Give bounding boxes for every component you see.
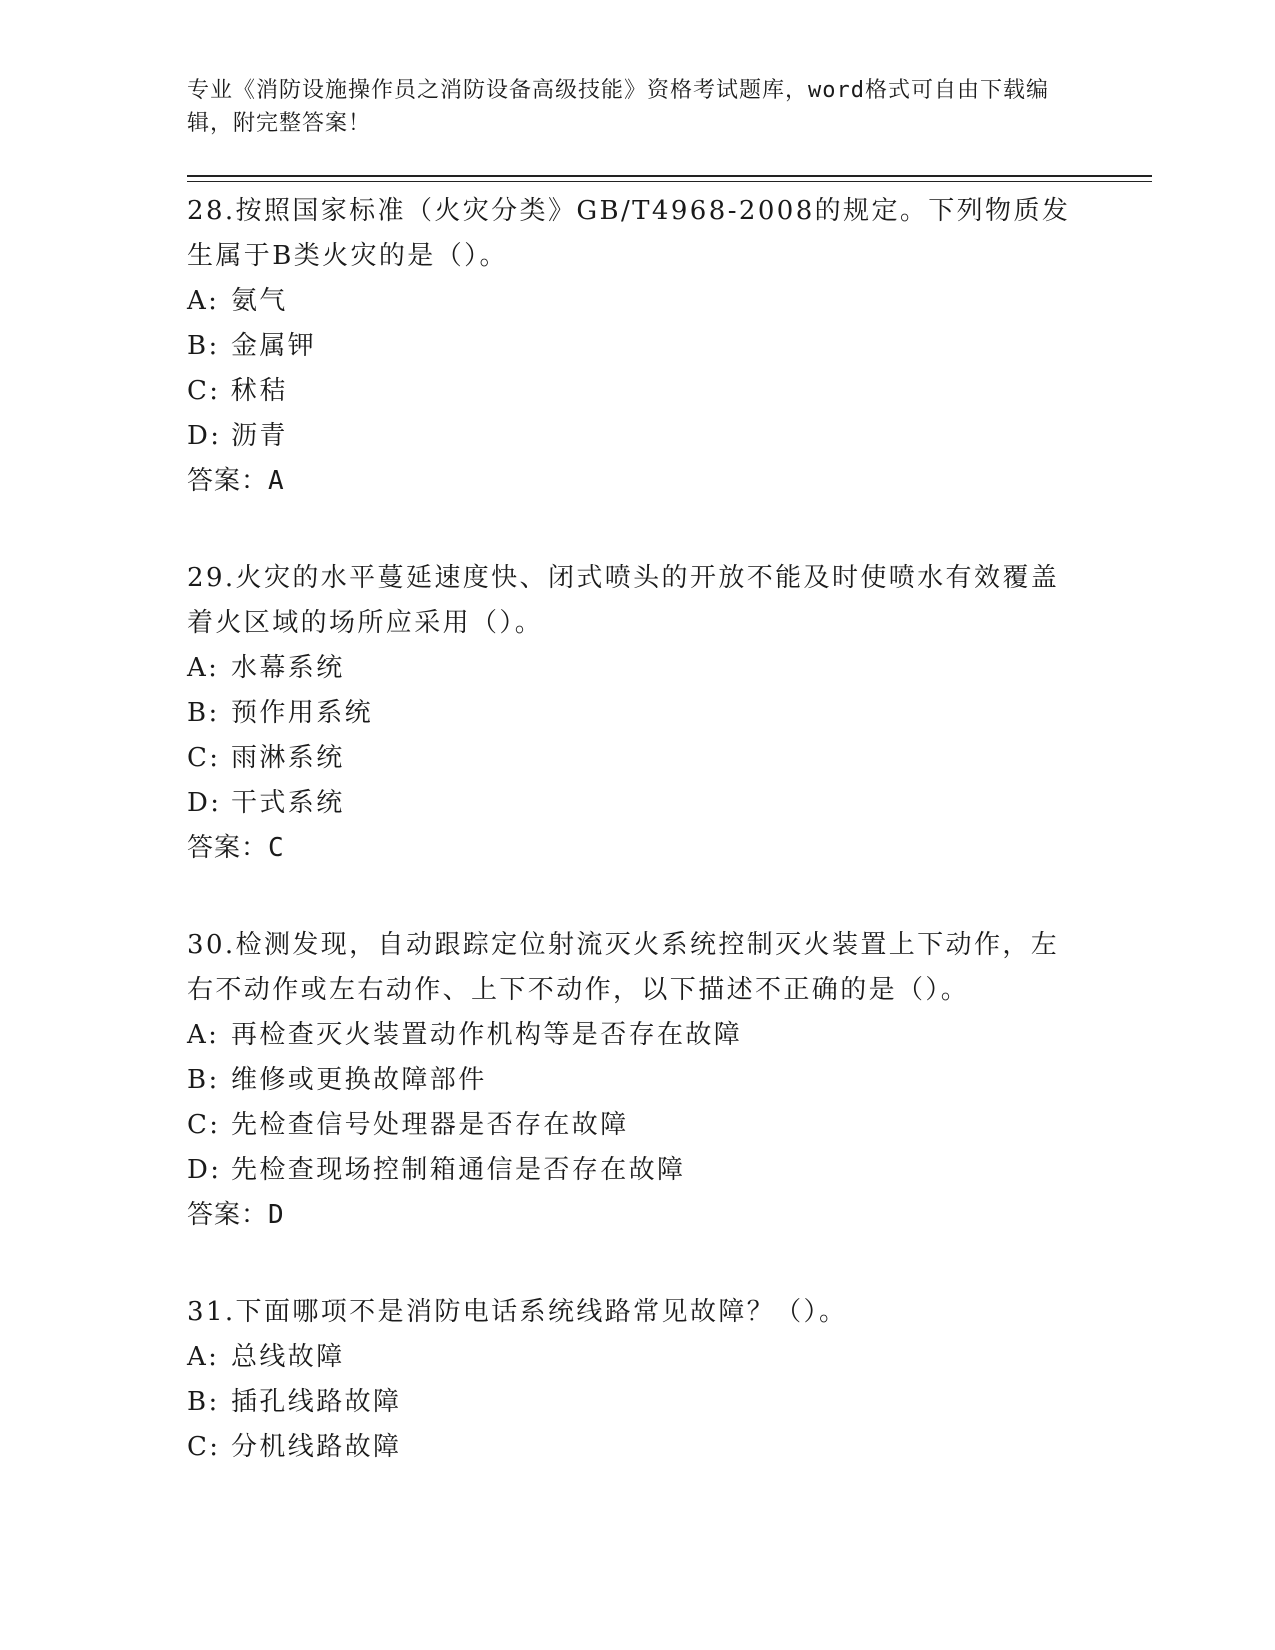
option-key: C: — [187, 1432, 221, 1462]
option-text: 氨气 — [231, 286, 288, 316]
option-a — [187, 1335, 1087, 1380]
question-stem: 28.按照国家标准（火灾分类》GB/T4968-2008的规定。下列物质发生属于B类火灾的是（）。 — [187, 196, 1071, 271]
option-a — [187, 1013, 1087, 1058]
option-key: B: — [187, 1387, 220, 1417]
answer-line: 答案：D — [187, 1200, 285, 1230]
header-divider-thick — [187, 175, 1152, 177]
option-text: 水幕系统 — [231, 653, 345, 683]
option-b — [187, 324, 1087, 369]
option-c — [187, 1425, 1087, 1470]
option-text: 插孔线路故障 — [231, 1387, 402, 1417]
option-text: 先检查现场控制箱通信是否存在故障 — [231, 1155, 686, 1185]
option-d — [187, 414, 1087, 459]
option-key: D: — [187, 1155, 222, 1185]
option-key: C: — [187, 1110, 221, 1140]
option-text: 分机线路故障 — [231, 1432, 402, 1462]
option-key: A: — [187, 653, 220, 683]
option-key: B: — [187, 1065, 220, 1095]
option-key: B: — [187, 331, 220, 361]
option-d — [187, 781, 1087, 826]
option-text: 再检查灭火装置动作机构等是否存在故障 — [231, 1020, 743, 1050]
option-key: A: — [187, 1342, 220, 1372]
option-key: D: — [187, 421, 222, 451]
question-stem: 29.火灾的水平蔓延速度快、闭式喷头的开放不能及时使喷水有效覆盖着火区域的场所应采用（）。 — [187, 563, 1060, 638]
option-key: A: — [187, 286, 220, 316]
spacer — [187, 871, 1087, 923]
option-key: B: — [187, 698, 220, 728]
answer-line: 答案：C — [187, 833, 285, 863]
answer-line: 答案：A — [187, 466, 285, 496]
question-29 — [187, 556, 1087, 871]
option-text: 金属钾 — [231, 331, 317, 361]
option-a — [187, 646, 1087, 691]
question-30 — [187, 923, 1087, 1238]
option-text: 沥青 — [231, 421, 288, 451]
option-text: 雨淋系统 — [231, 743, 345, 773]
option-b — [187, 1380, 1087, 1425]
option-b — [187, 691, 1087, 736]
question-list — [187, 189, 1087, 1470]
option-key: D: — [187, 788, 222, 818]
option-text: 预作用系统 — [231, 698, 374, 728]
option-a — [187, 279, 1087, 324]
document-intro: 专业《消防设施操作员之消防设备高级技能》资格考试题库，word格式可自由下载编辑，附完整答案！ — [187, 78, 1049, 136]
question-28 — [187, 189, 1087, 504]
option-d — [187, 1148, 1087, 1193]
question-stem: 31.下面哪项不是消防电话系统线路常见故障？（）。 — [187, 1297, 848, 1327]
spacer — [187, 504, 1087, 556]
option-text: 干式系统 — [231, 788, 345, 818]
option-c — [187, 369, 1087, 414]
option-c — [187, 736, 1087, 781]
option-text: 总线故障 — [231, 1342, 345, 1372]
option-text: 先检查信号处理器是否存在故障 — [231, 1110, 629, 1140]
option-key: C: — [187, 743, 221, 773]
question-31 — [187, 1290, 1087, 1470]
question-stem: 30.检测发现，自动跟踪定位射流灭火系统控制灭火装置上下动作，左右不动作或左右动作、上下不动作，以下描述不正确的是（）。 — [187, 930, 1060, 1005]
header-divider-thin — [187, 181, 1152, 182]
spacer — [187, 1238, 1087, 1290]
option-c — [187, 1103, 1087, 1148]
option-text: 秫秸 — [231, 376, 288, 406]
option-b — [187, 1058, 1087, 1103]
option-key: C: — [187, 376, 221, 406]
option-text: 维修或更换故障部件 — [231, 1065, 487, 1095]
option-key: A: — [187, 1020, 220, 1050]
